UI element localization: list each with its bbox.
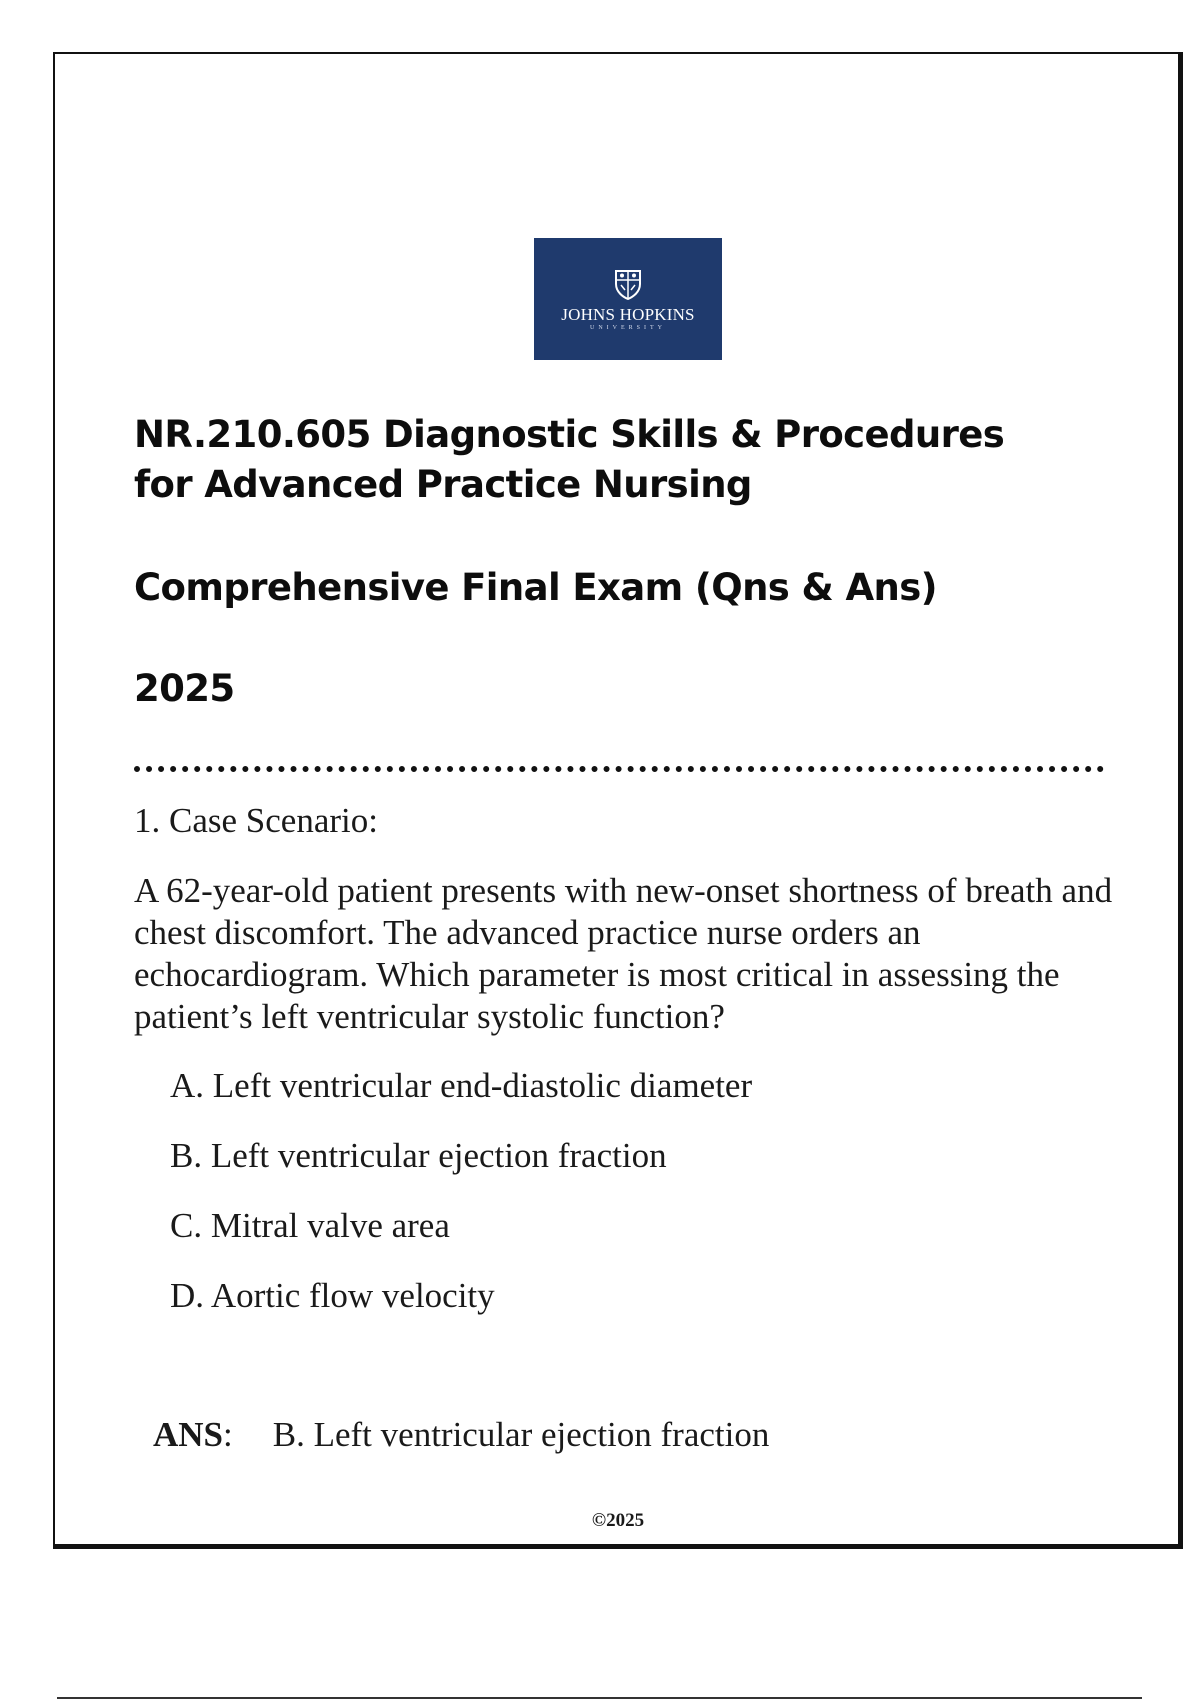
option-c: C. Mitral valve area (170, 1206, 450, 1245)
answer-line (153, 1414, 769, 1456)
university-logo (534, 238, 722, 360)
shield-icon (613, 268, 643, 300)
option-b: B. Left ventricular ejection fraction (170, 1136, 667, 1175)
answer-label: ANS (153, 1415, 224, 1454)
exam-title: Comprehensive Final Exam (Qns & Ans) (134, 566, 937, 609)
copyright: ©2025 (591, 1510, 645, 1531)
logo-name: JOHNS HOPKINS (561, 304, 695, 324)
bottom-divider (57, 1697, 1142, 1699)
option-a: A. Left ventricular end-diastolic diameter (170, 1066, 753, 1105)
logo-subtitle: UNIVERSITY (590, 324, 666, 331)
option-d: D. Aortic flow velocity (170, 1276, 495, 1315)
dotted-divider (134, 766, 1104, 772)
course-title: NR.210.605 Diagnostic Skills & Procedures for Advanced Practice Nursing (134, 413, 1005, 506)
question-label: 1. Case Scenario: (134, 801, 378, 840)
answer-text: B. Left ventricular ejection fraction (272, 1415, 770, 1454)
answer-options (170, 1065, 752, 1345)
question-text: A 62-year-old patient presents with new-onset shortness of breath and chest discomfort. The advanced practice nurse orders an echocardiogram. Which parameter is most critical in assessing the patient’s left ventricular systolic function? (134, 871, 1113, 1036)
exam-year: 2025 (134, 667, 235, 710)
answer-colon: : (223, 1415, 233, 1454)
